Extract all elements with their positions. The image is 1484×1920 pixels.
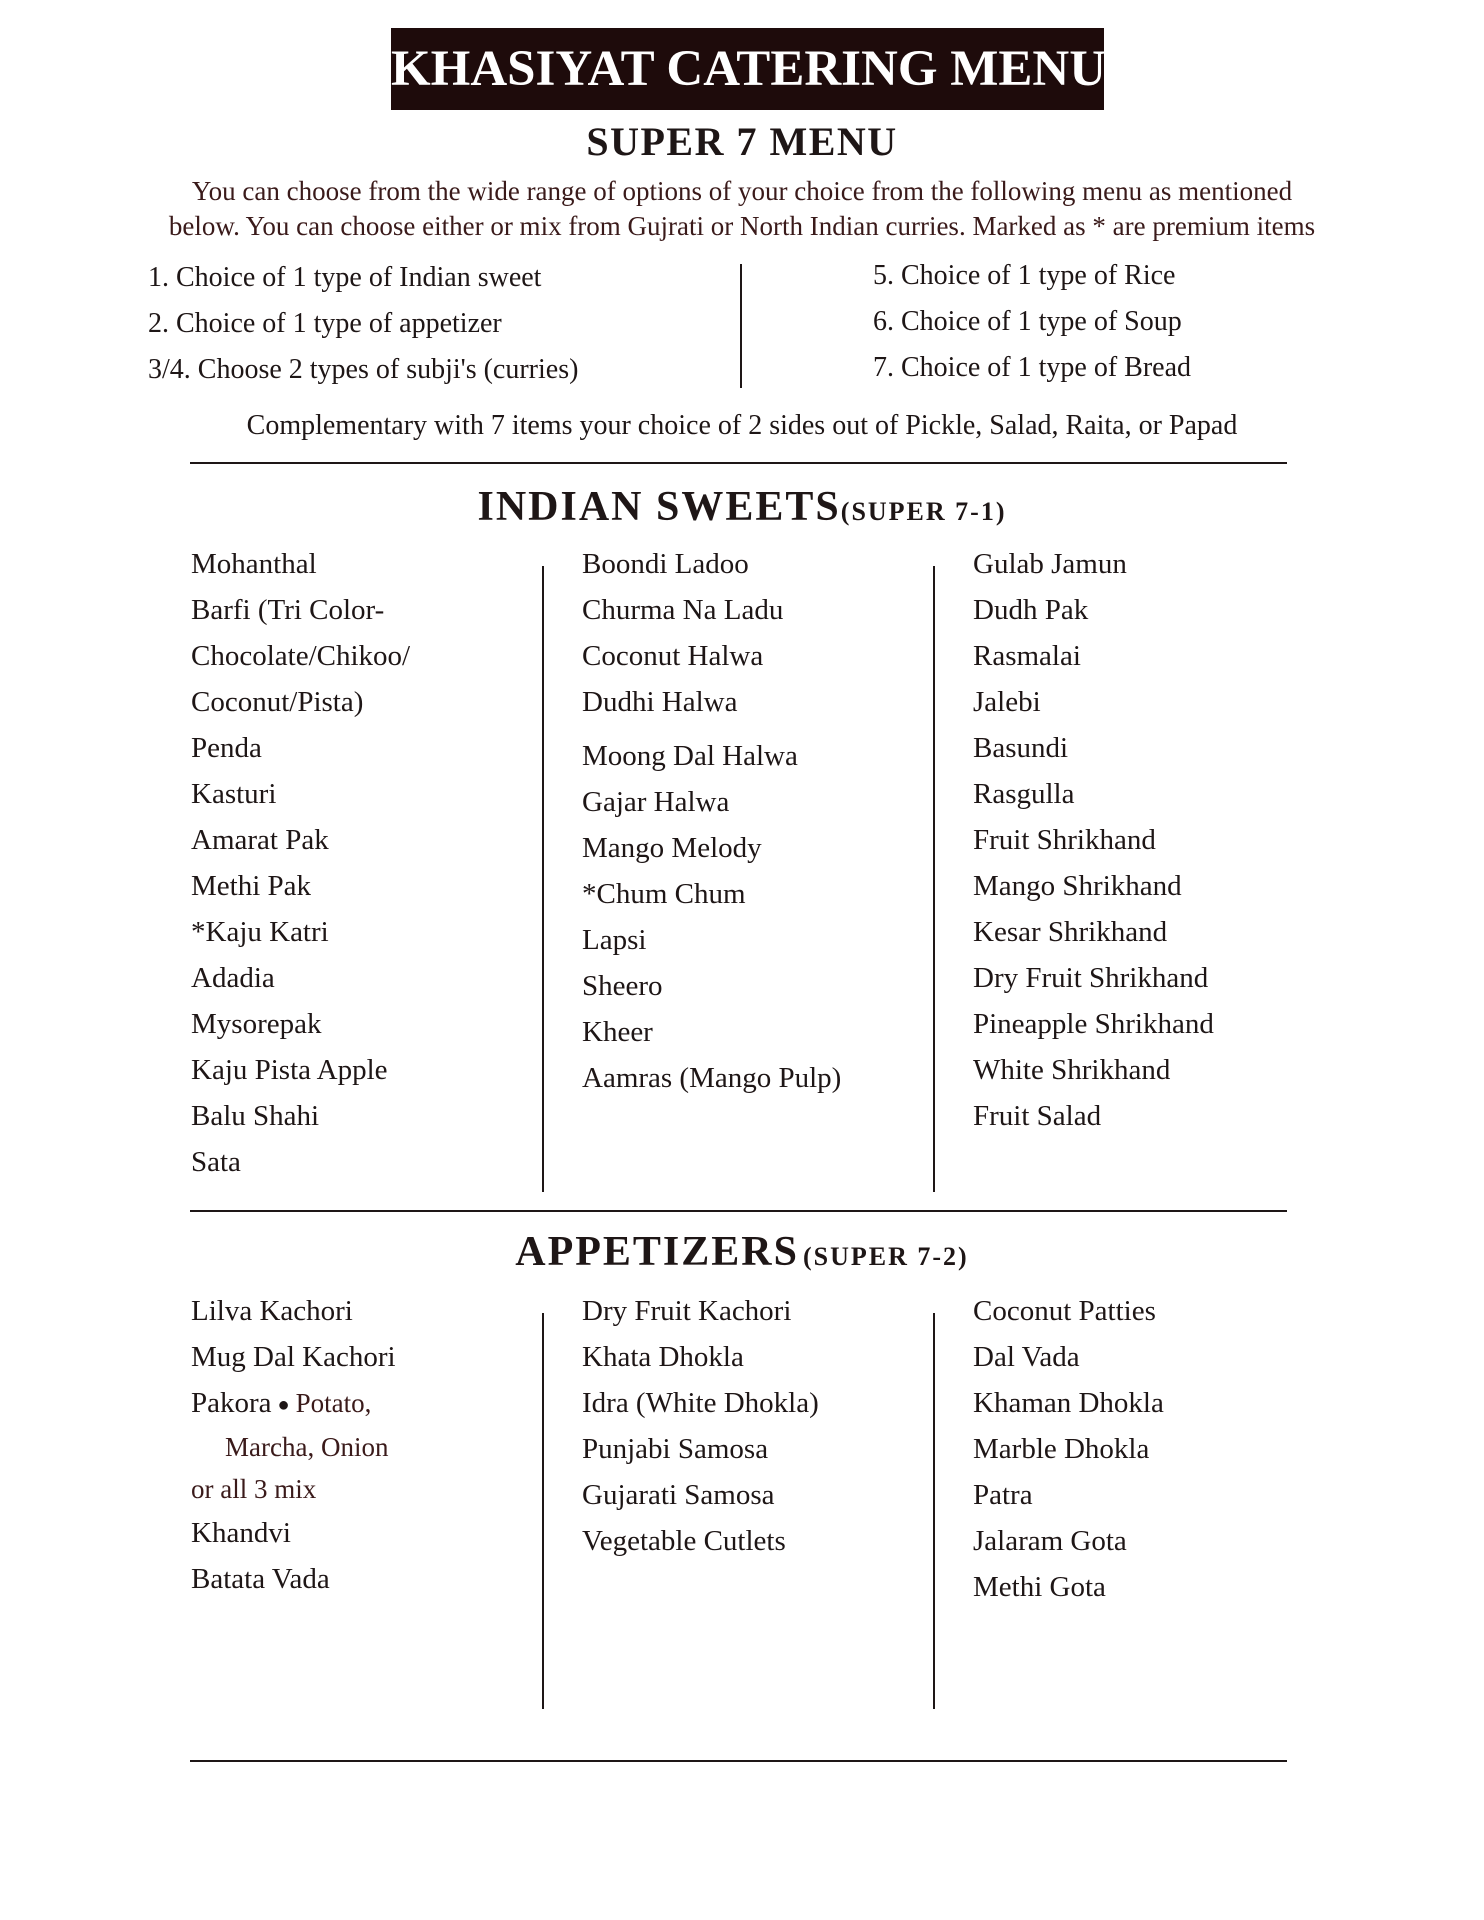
list-item: Mysorepak bbox=[191, 1008, 322, 1040]
list-item: Pineapple Shrikhand bbox=[973, 1008, 1214, 1040]
column-divider bbox=[933, 566, 935, 1192]
list-item: Methi Gota bbox=[973, 1571, 1106, 1603]
list-item: Jalebi bbox=[973, 686, 1041, 718]
rule-item: 5. Choice of 1 type of Rice bbox=[873, 260, 1176, 291]
list-item: Lapsi bbox=[582, 924, 647, 956]
list-item: Barfi (Tri Color- bbox=[191, 594, 385, 626]
pakora-label: Pakora bbox=[191, 1387, 272, 1419]
pakora-options: Potato, bbox=[295, 1388, 372, 1418]
section-divider bbox=[190, 1210, 1287, 1212]
column-divider bbox=[933, 1313, 935, 1709]
rule-item: 1. Choice of 1 type of Indian sweet bbox=[148, 262, 542, 293]
list-item: Patra bbox=[973, 1479, 1033, 1511]
list-item: Kasturi bbox=[191, 778, 277, 810]
list-item: Kesar Shrikhand bbox=[973, 916, 1168, 948]
list-item: Dry Fruit Shrikhand bbox=[973, 962, 1209, 994]
list-item bbox=[191, 1380, 396, 1426]
list-item: Dal Vada bbox=[973, 1341, 1080, 1373]
rules-divider bbox=[740, 264, 742, 388]
list-item: Gulab Jamun bbox=[973, 548, 1127, 580]
rule-item: 3/4. Choose 2 types of subji's (curries) bbox=[148, 354, 579, 385]
section-divider bbox=[190, 1760, 1287, 1762]
list-item: Idra (White Dhokla) bbox=[582, 1387, 819, 1419]
list-item: Batata Vada bbox=[191, 1563, 330, 1595]
menu-title: KHASIYAT CATERING MENU bbox=[391, 28, 1104, 110]
list-item: Aamras (Mango Pulp) bbox=[582, 1062, 842, 1094]
rule-item: 2. Choice of 1 type of appetizer bbox=[148, 308, 502, 339]
sweets-tag: (SUPER 7-1) bbox=[840, 497, 1007, 526]
list-item: Amarat Pak bbox=[191, 824, 329, 856]
list-item: Coconut Patties bbox=[973, 1295, 1156, 1327]
appetizers-column-3 bbox=[973, 1288, 1164, 1610]
list-item: Balu Shahi bbox=[191, 1100, 320, 1132]
list-item: Coconut/Pista) bbox=[191, 686, 364, 718]
section-divider bbox=[190, 462, 1287, 464]
list-item: Marcha, Onion bbox=[225, 1432, 389, 1462]
list-item: Dry Fruit Kachori bbox=[582, 1295, 792, 1327]
menu-subtitle: SUPER 7 MENU bbox=[586, 119, 898, 164]
list-item: Fruit Salad bbox=[973, 1100, 1102, 1132]
sweets-column-1 bbox=[191, 541, 410, 1185]
list-item: Vegetable Cutlets bbox=[582, 1525, 786, 1557]
list-item: White Shrikhand bbox=[973, 1054, 1171, 1086]
list-item: Churma Na Ladu bbox=[582, 594, 784, 626]
list-item: Lilva Kachori bbox=[191, 1295, 353, 1327]
list-item: Basundi bbox=[973, 732, 1069, 764]
list-item: Adadia bbox=[191, 962, 275, 994]
list-item: Khandvi bbox=[191, 1517, 291, 1549]
list-item: Boondi Ladoo bbox=[582, 548, 749, 580]
column-divider bbox=[542, 566, 544, 1192]
list-item: Gajar Halwa bbox=[582, 786, 730, 818]
list-item: Chocolate/Chikoo/ bbox=[191, 640, 411, 672]
appetizers-tag: (SUPER 7-2) bbox=[803, 1242, 969, 1271]
list-item: Sata bbox=[191, 1146, 241, 1178]
list-item: Dudhi Halwa bbox=[582, 686, 738, 718]
sweets-heading bbox=[0, 483, 1484, 531]
list-item: Kheer bbox=[582, 1016, 653, 1048]
list-item: Mohanthal bbox=[191, 548, 317, 580]
list-item: Coconut Halwa bbox=[582, 640, 764, 672]
sweets-column-3 bbox=[973, 541, 1214, 1139]
list-item: Mango Melody bbox=[582, 832, 762, 864]
list-item: *Kaju Katri bbox=[191, 916, 329, 948]
list-item: Punjabi Samosa bbox=[582, 1433, 769, 1465]
list-item: Rasmalai bbox=[973, 640, 1081, 672]
list-item: Mango Shrikhand bbox=[973, 870, 1182, 902]
list-item: Fruit Shrikhand bbox=[973, 824, 1156, 856]
list-item: Marble Dhokla bbox=[973, 1433, 1150, 1465]
list-item: Dudh Pak bbox=[973, 594, 1089, 626]
rule-item: 7. Choice of 1 type of Bread bbox=[873, 352, 1192, 383]
list-item: Mug Dal Kachori bbox=[191, 1341, 396, 1373]
sweets-column-2 bbox=[582, 541, 841, 1101]
list-item: or all 3 mix bbox=[191, 1474, 317, 1504]
appetizers-heading bbox=[0, 1228, 1484, 1276]
rule-item: 6. Choice of 1 type of Soup bbox=[873, 306, 1182, 337]
bullet-icon: ● bbox=[277, 1394, 290, 1417]
list-item: Khata Dhokla bbox=[582, 1341, 744, 1373]
intro-line-2: below. You can choose either or mix from Gujrati or North Indian curries. Marked as * are premium items bbox=[168, 211, 1316, 241]
list-item: Penda bbox=[191, 732, 262, 764]
list-item: Moong Dal Halwa bbox=[582, 740, 798, 772]
appetizers-column-1 bbox=[191, 1288, 396, 1602]
appetizers-title: APPETIZERS bbox=[515, 1229, 799, 1275]
list-item: Kaju Pista Apple bbox=[191, 1054, 388, 1086]
column-divider bbox=[542, 1313, 544, 1709]
appetizers-column-2 bbox=[582, 1288, 819, 1564]
complementary-note: Complementary with 7 items your choice of 2 sides out of Pickle, Salad, Raita, or Papad bbox=[246, 410, 1238, 441]
list-item: Jalaram Gota bbox=[973, 1525, 1127, 1557]
list-item: Gujarati Samosa bbox=[582, 1479, 775, 1511]
intro-line-1: You can choose from the wide range of options of your choice from the following menu as mentioned bbox=[191, 176, 1293, 206]
list-item: Khaman Dhokla bbox=[973, 1387, 1164, 1419]
list-item: *Chum Chum bbox=[582, 878, 746, 910]
list-item: Rasgulla bbox=[973, 778, 1075, 810]
list-item: Methi Pak bbox=[191, 870, 312, 902]
sweets-title: INDIAN SWEETS bbox=[477, 484, 841, 530]
list-item: Sheero bbox=[582, 970, 663, 1002]
